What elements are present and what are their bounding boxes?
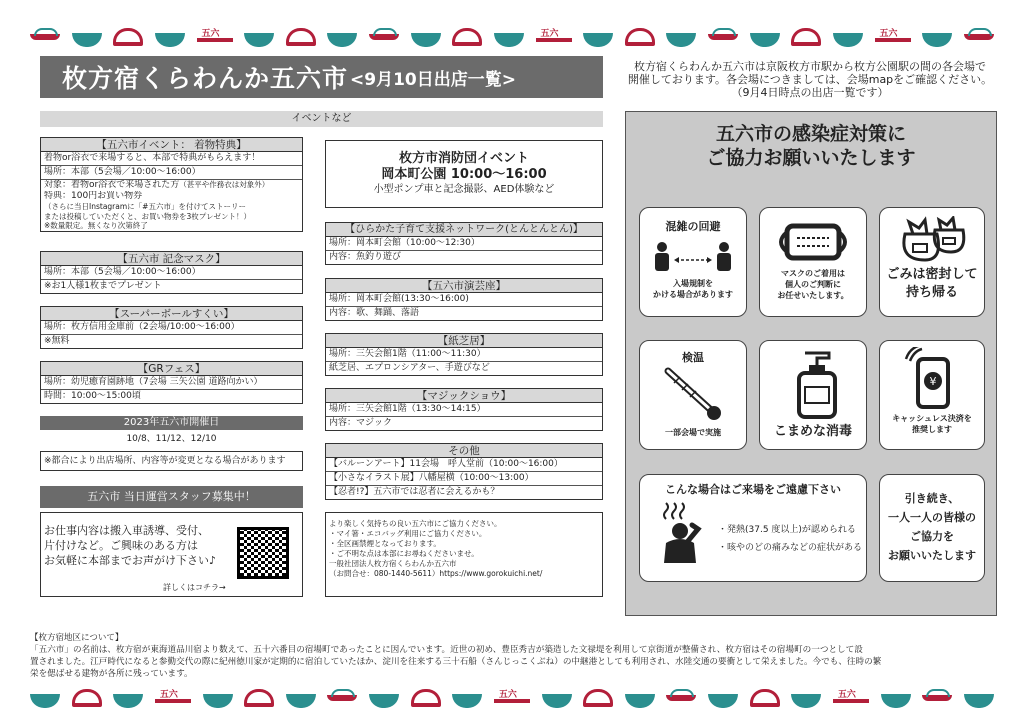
sanitize-title: こまめな消毒 (773, 424, 852, 439)
sanitize-card (759, 340, 867, 450)
bowl-icon (411, 33, 441, 47)
events-section-heading: イベントなど (40, 111, 603, 127)
thanks-line: お願いいたします (888, 549, 976, 562)
temperature-card (639, 340, 747, 450)
bowl-lid-icon (286, 28, 316, 46)
thanks-line: 一人一人の皆様の (888, 511, 976, 524)
sanitizer-bottle-icon (783, 349, 843, 419)
kimono-event-title: 【五六市イベント： 着物特典】 (41, 138, 302, 152)
bowl-icon (542, 694, 572, 708)
mask-event-box (40, 251, 303, 294)
trash-card-line: ごみは密封して (886, 267, 978, 282)
bowl-lid-icon (625, 28, 655, 46)
bowl-icon (833, 33, 863, 47)
refrain-card (639, 474, 867, 582)
bowl-lid-icon (791, 28, 821, 46)
intro-text (625, 60, 995, 99)
event-line-text: 対象：着物or浴衣で来場された方 (44, 180, 180, 190)
notice-line: ・ご不明な点は本部にお尋ねくださいませ。 (329, 549, 479, 558)
other-events-title: その他 (326, 444, 602, 458)
bowl-lid-icon (72, 689, 102, 707)
event-line: 紙芝居、エプロンシアター、手遊びなど (329, 363, 490, 373)
mask-card (759, 207, 867, 317)
details-link[interactable]: 詳しくはコチラ→ (163, 583, 226, 592)
bowl-icon (72, 33, 102, 47)
fire-event-desc: 小型ポンプ車と記念撮影、AED体験など (373, 184, 555, 195)
other-events-box (325, 443, 603, 500)
trash-card (879, 207, 985, 317)
event-line: 時間：10:00〜15:00頃 (44, 391, 141, 401)
bowl-icon (708, 694, 738, 708)
thermometer-icon (658, 365, 728, 423)
thanks-line: ご協力を (910, 530, 954, 543)
cashless-line: 推奨します (912, 425, 952, 434)
bowl-icon (30, 694, 60, 708)
event-line: 【小さなイラスト展】八幡屋横（10:00〜13:00） (326, 472, 602, 486)
crowd-avoid-sub: かける場合があります (653, 290, 733, 299)
refrain-item: ・咳やのどの痛みなどの症状がある (718, 543, 863, 553)
bowl-icon (881, 694, 911, 708)
thanks-line: 引き続き、 (904, 492, 960, 505)
bowl-icon (750, 33, 780, 47)
temperature-sub: 一部会場で実施 (665, 428, 721, 437)
bowl-lid-icon (113, 28, 143, 46)
staff-line: お気軽に本部までお声がけ下さい♪ (44, 554, 217, 567)
smartphone-payment-icon (904, 347, 960, 409)
event-line: 場所：枚方信用金庫前（2会場/10:00〜16:00） (41, 321, 302, 335)
notice-line: ・マイ箸・エコバッグ利用にご協力ください。 (329, 529, 487, 538)
bowl-icon (666, 33, 696, 47)
bowl-icon (964, 694, 994, 708)
bowl-icon (286, 694, 316, 708)
boat-icon (327, 687, 357, 709)
decorative-border-bottom (30, 683, 994, 713)
schedule-dates: 10/8、11/12、12/10 (126, 434, 217, 444)
event-line: ※お1人様1枚までプレゼント (44, 281, 162, 291)
boat-icon (922, 687, 952, 709)
social-distance-icon (648, 240, 738, 274)
bowl-icon (327, 33, 357, 47)
superball-event-box (40, 306, 303, 349)
event-line: 場所：岡本町会館（10:00〜12:30） (326, 237, 602, 251)
kimono-event-box (40, 137, 303, 232)
page-subtitle: <9月10日出店一覧> (350, 69, 516, 90)
event-line: 内容：マジック (329, 418, 393, 428)
magic-event-box (325, 388, 603, 431)
event-line (41, 180, 302, 191)
thanks-card (879, 474, 985, 582)
bowl-lid-icon (750, 689, 780, 707)
boat-icon (369, 26, 399, 48)
boat-icon (964, 26, 994, 48)
crowd-avoid-card (639, 207, 747, 317)
event-line: ※無料 (44, 336, 70, 346)
notice-line: より楽しく気持ちの良い五六市にご協力ください。 (329, 519, 502, 528)
trash-bag-icon (895, 216, 969, 262)
goroku-tag-icon (155, 687, 191, 709)
boat-icon (30, 26, 60, 48)
page-title-bar (40, 56, 603, 98)
mask-card-line: お任せいたします。 (777, 291, 849, 300)
bowl-lid-icon (411, 689, 441, 707)
crowd-avoid-sub: 入場規制を (673, 279, 713, 288)
refrain-item: ・発熱(37.5 度以上)が認められる (718, 525, 856, 535)
event-line: ※数量限定。無くなり次第終了 (44, 221, 148, 230)
refrain-list (718, 521, 862, 557)
trash-card-line: 持ち帰る (905, 285, 958, 300)
bowl-icon (155, 33, 185, 47)
cashless-card (879, 340, 985, 450)
goroku-tag-icon (833, 687, 869, 709)
bowl-icon (625, 694, 655, 708)
bowl-icon (203, 694, 233, 708)
boat-icon (708, 26, 738, 48)
goroku-tag-icon (875, 26, 911, 48)
magic-event-title: 【マジックショウ】 (326, 389, 602, 403)
event-line: 【忍者!?】五六市では忍者に会えるかも？ (329, 487, 500, 497)
event-line: 場所：本部（5会場／10:00〜16:00） (41, 266, 302, 280)
footer-history (30, 632, 994, 680)
bowl-icon (791, 694, 821, 708)
goroku-tag-icon (536, 26, 572, 48)
bowl-icon (922, 33, 952, 47)
notice-line: 一般社団法人枚方宿くらわんか五六市 (329, 559, 457, 568)
kamishibai-event-title: 【紙芝居】 (326, 334, 602, 348)
engei-event-title: 【五六市演芸座】 (326, 279, 602, 293)
event-line-note: （甚平や作務衣は対象外） (179, 180, 270, 189)
intro-line: 開催しております。各会場につきましては、会場mapをご確認ください。 (627, 73, 993, 86)
bowl-icon (244, 33, 274, 47)
cashless-line: キャッシュレス決済を (892, 414, 972, 423)
boat-icon (666, 687, 696, 709)
staff-line: お仕事内容は搬入車誘導、受付、 (44, 524, 209, 537)
bowl-icon (494, 33, 524, 47)
network-event-box (325, 222, 603, 265)
goroku-tag-icon (494, 687, 530, 709)
notice-line: ・全区画禁煙となっております。 (329, 539, 441, 548)
footer-heading: 【枚方宿地区について】 (30, 633, 124, 643)
bowl-icon (452, 694, 482, 708)
gr-fes-event-title: 【GRフェス】 (41, 362, 302, 376)
schedule-note: ※都合により出店場所、内容等が変更となる場合があります (44, 456, 286, 466)
schedule-note-box (40, 451, 303, 471)
mask-card-line: マスクのご着用は (781, 269, 845, 278)
superball-event-title: 【スーパーボールすくい】 (41, 307, 302, 321)
covid-title-line: 五六市の感染症対策に (715, 123, 906, 145)
event-line: 場所：三矢会館1階（11:00〜11:30） (326, 348, 602, 362)
event-line: 内容：歌、舞踊、落語 (329, 308, 420, 318)
staff-line: 片付けなど。ご興味のある方は (44, 539, 198, 552)
temperature-title: 検温 (682, 351, 704, 364)
footer-line: 置されました。江戸時代になると参勤交代の際に紀州徳川家が定期的に宿泊していたほか、淀川を往来する三十石船（さんじっこくぶね）の中継港としても利用され、水陸交通の要衝として栄えました。今でも、往時の繁 (30, 657, 882, 667)
schedule-heading: 2023年五六市開催日 (40, 416, 303, 430)
fire-event-time: 岡本町公園 10:00〜16:00 (381, 167, 547, 182)
mask-card-line: 個人のご判断に (785, 280, 841, 289)
bowl-icon (369, 694, 399, 708)
network-event-title: 【ひらかた子育て支援ネットワーク(とんとんとん)】 (326, 223, 602, 237)
bowl-icon (583, 33, 613, 47)
event-line: 内容：魚釣り遊び (329, 252, 402, 262)
event-line: または投稿していただくと、お買い物券を3枚プレゼント！） (44, 211, 251, 221)
footer-line: 「五六市」の名前は、枚方宿が東海道品川宿より数えて、五十六番目の宿場町であったことに因んでいます。近世の初め、豊臣秀吉が築造した文禄堤を利用して京街道が整備され、枚方宿はその宿場町の一つとして設 (30, 645, 863, 655)
fire-event-title: 枚方市消防団イベント (398, 151, 529, 166)
footer-line: 栄を偲ばせる建物が各所に残っています。 (30, 669, 193, 679)
decorative-border-top (30, 22, 994, 52)
mask-event-title: 【五六市 記念マスク】 (41, 252, 302, 266)
bowl-lid-icon (583, 689, 613, 707)
event-line: 場所：岡本町会館(13:30〜16:00) (326, 293, 602, 307)
page-title: 枚方宿くらわんか五六市 (62, 64, 349, 93)
staff-recruit-box (40, 512, 303, 597)
gr-fes-event-box (40, 361, 303, 404)
covid-title-line: ご協力お願いいたします (706, 147, 916, 169)
event-line: 場所：三矢会館1階（13:30〜14:15） (326, 403, 602, 417)
covid-measures-panel (625, 111, 997, 616)
event-line: 着物or浴衣で来場すると、本部で特典がもらえます！ (41, 152, 302, 166)
goroku-tag-icon (197, 26, 233, 48)
event-line: 特典：100円お買い物券 (44, 191, 143, 201)
event-line: 場所：幼児癒育園跡地（7会場 三矢公園 道路向かい） (41, 376, 302, 390)
intro-line: 枚方宿くらわんか五六市は京阪枚方市駅から枚方公園駅の間の各会場で (634, 60, 986, 73)
engei-event-box (325, 278, 603, 321)
kamishibai-event-box (325, 333, 603, 376)
covid-panel-title (636, 122, 986, 170)
fire-brigade-event-box (325, 140, 603, 208)
notice-contact[interactable]: （お問合せ：080-1440-5611）https://www.gorokuichi.net/ (329, 569, 543, 578)
bowl-icon (113, 694, 143, 708)
staff-recruit-heading: 五六市 当日運営スタッフ募集中！ (40, 486, 303, 508)
mask-icon (773, 220, 853, 264)
crowd-avoid-title: 混雑の回避 (665, 220, 721, 233)
sick-person-icon (652, 501, 708, 565)
qr-code[interactable] (237, 527, 289, 579)
refrain-title: こんな場合はご来場をご遠慮下さい (665, 483, 841, 496)
svg-text:¥: ¥ (929, 375, 937, 388)
notice-box (325, 512, 603, 597)
bowl-lid-icon (244, 689, 274, 707)
bowl-lid-icon (452, 28, 482, 46)
event-line: 【バルーンアート】11会場 呼人堂前（10:00〜16:00） (326, 458, 602, 472)
event-line: （さらに当日Instagramに「#五六市」を付けてストーリー (44, 202, 246, 211)
intro-line: （9月4日時点の出店一覧です） (731, 86, 889, 99)
event-line: 場所：本部（5会場／10:00〜16:00） (41, 166, 302, 180)
